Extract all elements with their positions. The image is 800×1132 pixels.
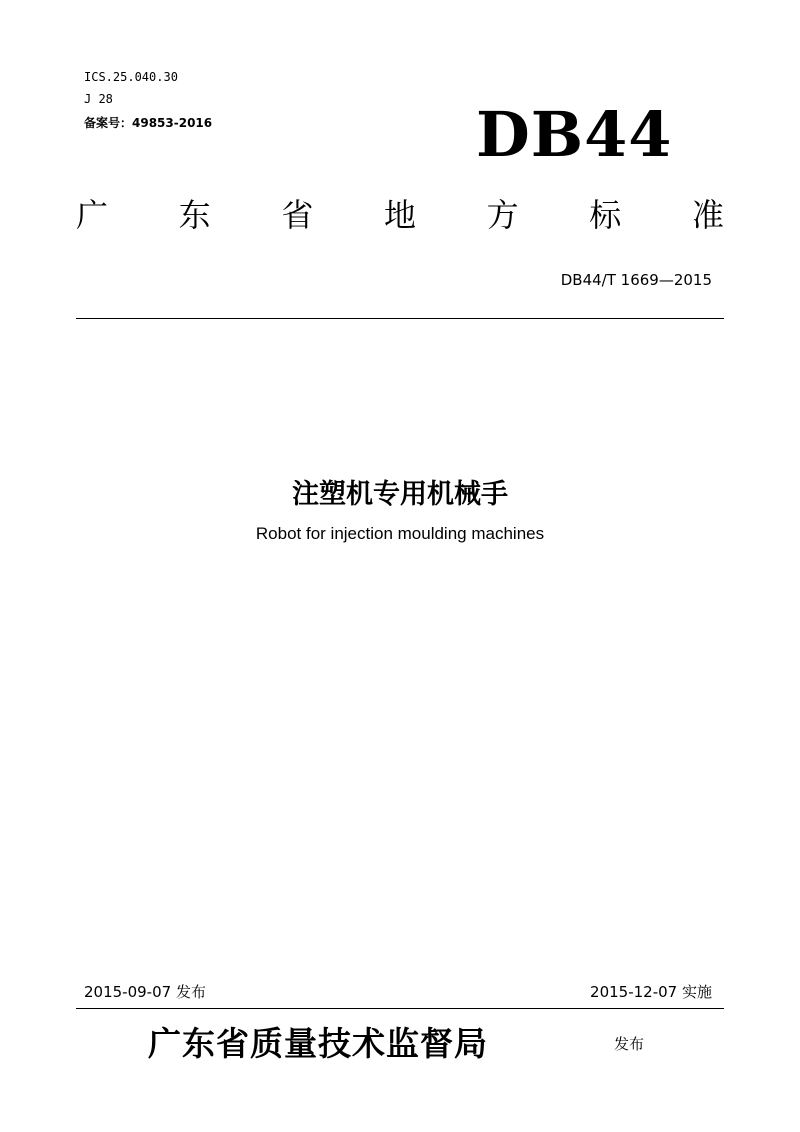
record-number: 备案号：49853-2016 xyxy=(84,116,213,130)
standard-type-heading xyxy=(76,195,724,235)
issue-date: 2015-09-07 发布 xyxy=(84,983,206,1001)
standard-type-char: 地 xyxy=(383,196,416,234)
standard-type-char: 方 xyxy=(486,196,519,234)
db44-logo: DB44 xyxy=(476,98,673,171)
footer-divider xyxy=(76,1008,724,1009)
standard-type-char: 省 xyxy=(281,196,314,234)
issuing-authority: 广东省质量技术监督局 xyxy=(148,1024,488,1063)
ics-number: ICS.25.040.30 xyxy=(84,70,178,84)
standard-type-char: 东 xyxy=(178,196,211,234)
title-chinese: 注塑机专用机械手 xyxy=(292,479,508,510)
ccs-number: J 28 xyxy=(84,92,113,106)
publish-label: 发布 xyxy=(614,1035,645,1053)
standard-code: DB44/T 1669—2015 xyxy=(560,271,712,289)
title-english: Robot for injection moulding machines xyxy=(255,524,545,543)
standard-type-char: 标 xyxy=(589,196,622,234)
standard-type-char: 准 xyxy=(691,196,724,234)
standard-type-char: 广 xyxy=(76,196,109,234)
header-divider xyxy=(76,318,724,319)
effective-date: 2015-12-07 实施 xyxy=(590,983,712,1001)
